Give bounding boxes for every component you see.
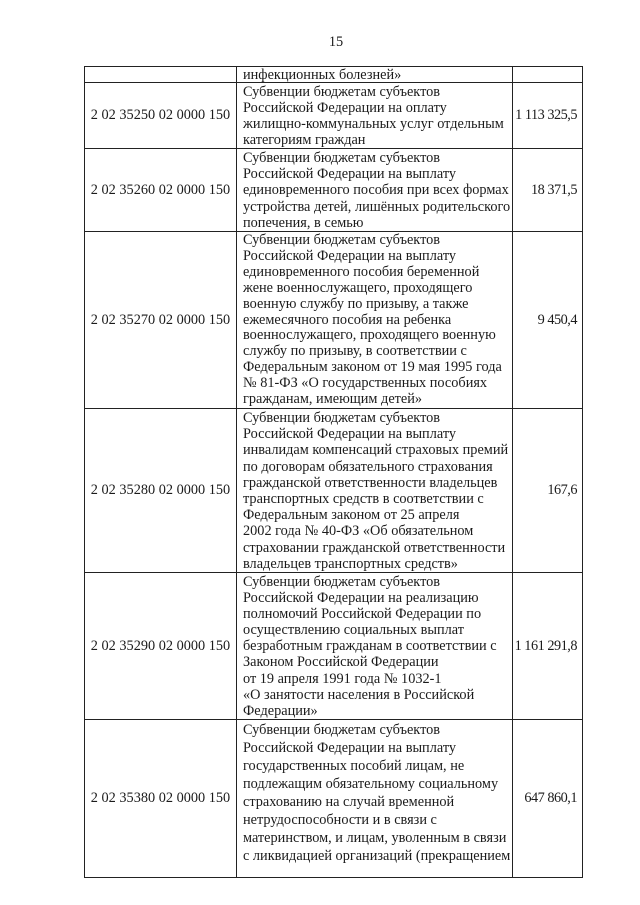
table-row (85, 67, 583, 83)
description-line: от 19 апреля 1991 года № 1032-1 (243, 670, 442, 687)
description-line: ежемесячного пособия на ребенка (243, 311, 452, 328)
description-line: транспортных средств в соответствии с (243, 491, 484, 508)
description-line: владельцев транспортных средств» (243, 555, 458, 572)
code-cell (85, 232, 237, 408)
code-cell (85, 720, 237, 877)
code-cell (85, 83, 237, 148)
amount: 18 371,5 (530, 181, 577, 198)
description-line: инвалидам компенсаций страховых премий (243, 442, 509, 459)
description-line: Федеральным законом от 25 апреля (243, 507, 460, 524)
description-line: Субвенции бюджетам субъектов (243, 150, 441, 166)
description-line: Законом Российской Федерации (243, 654, 439, 671)
amount: 1 113 325,5 (515, 107, 577, 123)
page-number: 15 (328, 34, 344, 50)
description-line: Субвенции бюджетам субъектов (243, 232, 441, 248)
table-row (85, 720, 583, 878)
description-line: с ликвидацией организаций (прекращением (243, 848, 511, 864)
code-cell (85, 573, 237, 719)
description-line: военную службу по призыву, а также (243, 295, 469, 312)
table-row (85, 573, 583, 720)
table-row (85, 83, 583, 149)
description-cell (237, 67, 513, 82)
amount-cell (513, 149, 583, 231)
code-cell (85, 67, 237, 82)
description-line: военнослужащего, проходящего военную (243, 327, 496, 344)
description-line: 2002 года № 40-ФЗ «Об обязательном (243, 523, 474, 540)
description-line: гражданской ответственности владельцев (243, 474, 498, 491)
table-row (85, 409, 583, 573)
description-cell (237, 149, 513, 231)
budget-code: 2 02 35260 02 0000 150 (90, 181, 231, 198)
description-line: нетрудоспособности и в связи с (243, 812, 437, 828)
description-line: Субвенции бюджетам субъектов (243, 84, 441, 100)
description-line: страхованию на случай временной (243, 794, 455, 810)
description-cell (237, 573, 513, 719)
description-line: № 81-ФЗ «О государственных пособиях (243, 375, 488, 392)
budget-code: 2 02 35380 02 0000 150 (90, 790, 231, 806)
budget-code: 2 02 35250 02 0000 150 (90, 107, 231, 123)
amount-cell (513, 720, 583, 877)
amount: 167,6 (547, 482, 577, 498)
description-line: подлежащим обязательному социальному (243, 776, 499, 792)
amount-cell (513, 573, 583, 719)
description-line: жилищно-коммунальных услуг отдельным (243, 116, 504, 132)
amount-cell (513, 67, 583, 82)
description-line: безработным гражданам в соответствии с (243, 638, 497, 655)
amount: 647 860,1 (524, 790, 577, 806)
description-line: полномочий Российской Федерации по (243, 606, 482, 623)
description-line: Российской Федерации на выплату (243, 740, 457, 756)
description-line: государственных пособий лицам, не (243, 758, 465, 774)
description-cell (237, 232, 513, 408)
description-cell (237, 83, 513, 148)
description-line: осуществлению социальных выплат (243, 622, 464, 639)
budget-table (84, 66, 583, 878)
table-row (85, 149, 583, 232)
description-line: Российской Федерации на реализацию (243, 590, 479, 607)
code-cell (85, 409, 237, 572)
description-line: жене военнослужащего, проходящего (243, 279, 473, 296)
budget-code: 2 02 35280 02 0000 150 (90, 482, 231, 498)
description-line: Российской Федерации на выплату (243, 426, 457, 443)
description-line: категориям граждан (243, 132, 366, 148)
description-line: «О занятости населения в Российской (243, 686, 475, 703)
amount-cell (513, 232, 583, 408)
description-line: Федерации» (243, 702, 318, 719)
amount-cell (513, 83, 583, 148)
amount: 9 450,4 (537, 311, 577, 328)
description-line: Субвенции бюджетам субъектов (243, 574, 441, 590)
table-row (85, 232, 583, 409)
description-cell (237, 409, 513, 572)
description-line: Российской Федерации на оплату (243, 100, 447, 116)
budget-code: 2 02 35290 02 0000 150 (90, 637, 231, 654)
description-line: инфекционных болезней» (243, 67, 402, 83)
description-line: Российской Федерации на выплату (243, 166, 457, 183)
description-line: материнством, и лицам, уволенным в связи (243, 830, 507, 846)
code-cell (85, 149, 237, 231)
description-line: попечения, в семью (243, 214, 364, 231)
description-line: страховании гражданской ответственности (243, 539, 506, 556)
description-line: единовременного пособия при всех формах (243, 182, 509, 199)
description-line: Российской Федерации на выплату (243, 247, 457, 264)
description-line: Субвенции бюджетам субъектов (243, 722, 441, 738)
budget-code: 2 02 35270 02 0000 150 (90, 311, 231, 328)
description-line: гражданам, имеющим детей» (243, 391, 423, 408)
description-cell (237, 720, 513, 877)
amount-cell (513, 409, 583, 572)
amount: 1 161 291,8 (514, 637, 577, 654)
description-line: по договорам обязательного страхования (243, 458, 493, 475)
description-line: службу по призыву, в соответствии с (243, 343, 467, 360)
description-line: единовременного пособия беременной (243, 263, 480, 280)
description-line: устройства детей, лишённых родительского (243, 198, 511, 215)
description-line: Субвенции бюджетам субъектов (243, 410, 441, 426)
description-line: Федеральным законом от 19 мая 1995 года (243, 359, 502, 376)
